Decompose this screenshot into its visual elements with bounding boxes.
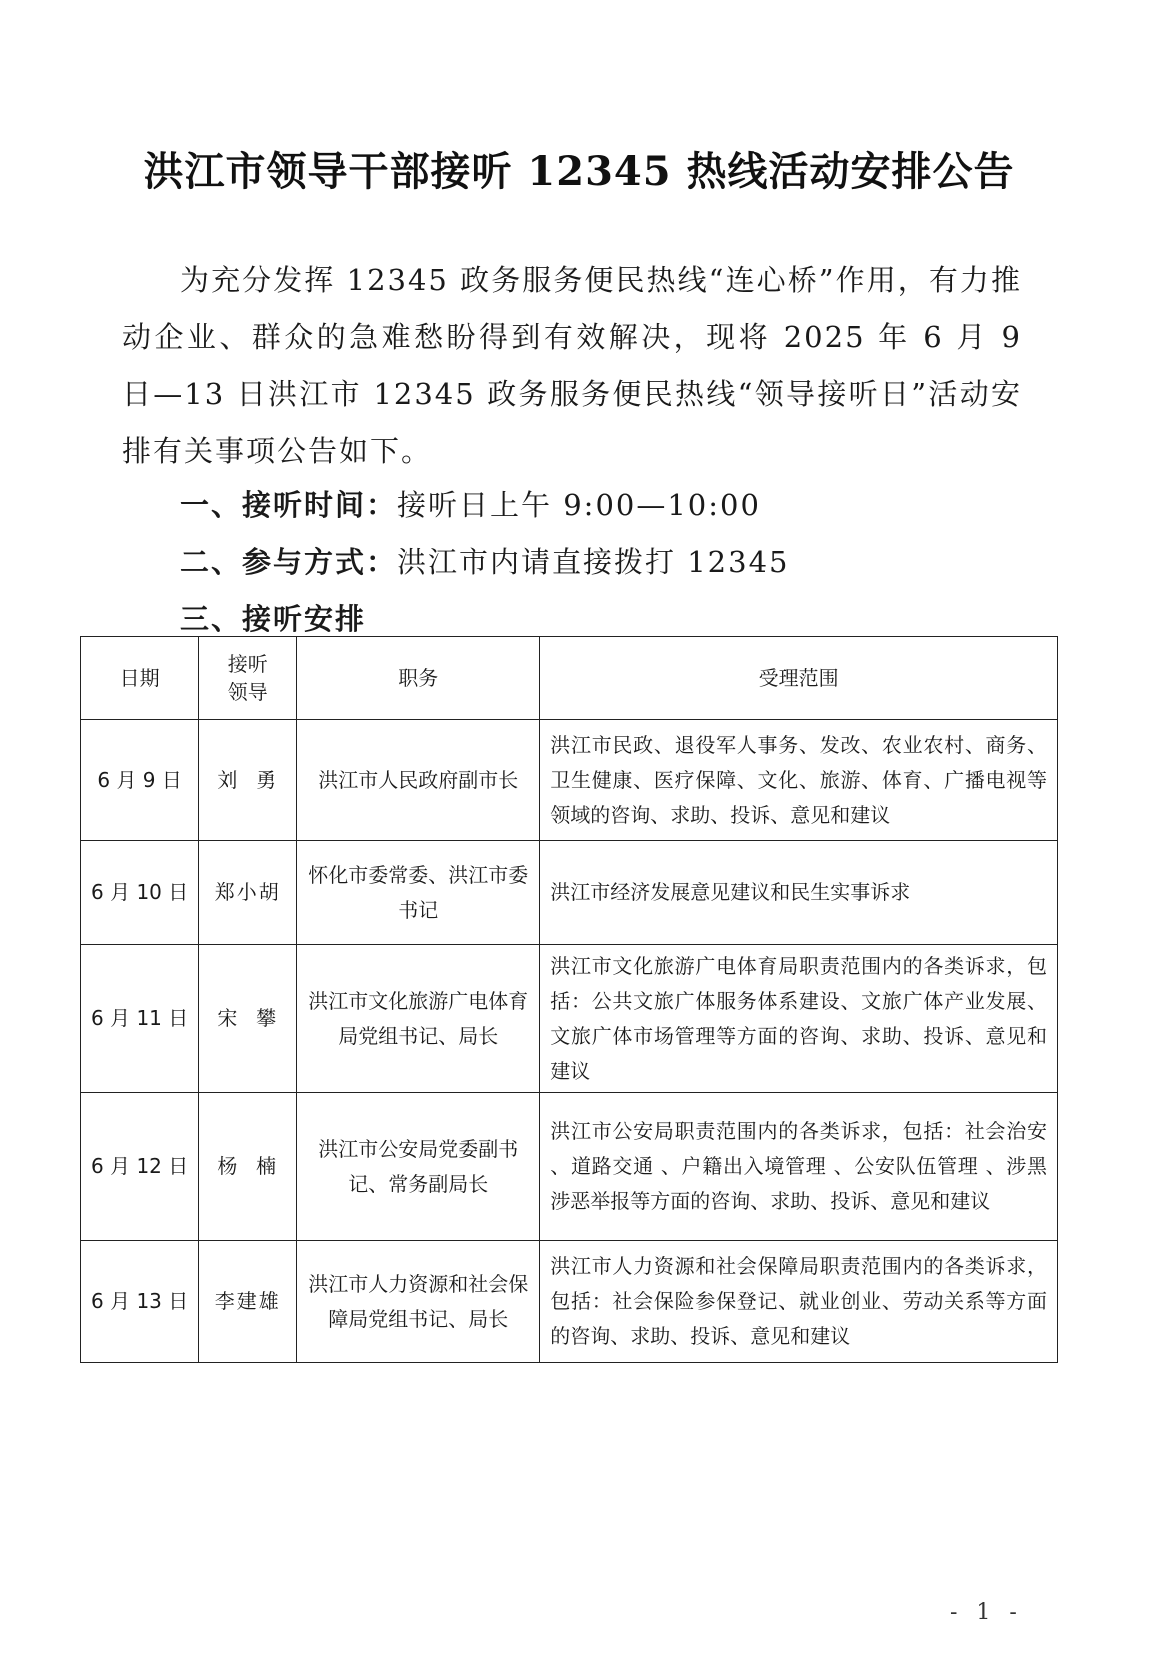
- cell-date: 6 月 13 日: [81, 1241, 199, 1363]
- schedule-table: [80, 636, 1058, 1363]
- document-title: 洪江市领导干部接听 12345 热线活动安排公告: [143, 148, 1015, 195]
- cell-scope: 洪江市民政、退役军人事务、发改、农业农村、商务、卫生健康、医疗保障、文化、旅游、体育、广播电视等领域的咨询、求助、投诉、意见和建议: [540, 720, 1058, 841]
- table-row: [81, 841, 1058, 945]
- section-schedule: [180, 597, 366, 638]
- section-time: [180, 483, 761, 524]
- cell-date: 6 月 10 日: [81, 841, 199, 945]
- cell-date: 6 月 11 日: [81, 945, 199, 1093]
- table-row: [81, 720, 1058, 841]
- page-number: - 1 -: [950, 1600, 1023, 1625]
- header-leader-line1: 接听: [227, 652, 268, 676]
- section-text: 洪江市内请直接拨打 12345: [397, 545, 790, 579]
- cell-date: 6 月 12 日: [81, 1093, 199, 1241]
- cell-position: 洪江市人民政府副市长: [297, 720, 540, 841]
- section-heading: 三、接听安排: [180, 602, 367, 636]
- cell-leader: 宋 攀: [199, 945, 297, 1093]
- table-row: [81, 945, 1058, 1093]
- intro-paragraph: 为充分发挥 12345 政务服务便民热线“连心桥”作用，有力推动企业、群众的急难愁盼得到有效解决，现将 2025 年 6 月 9 日—13 日洪江市 12345 政务服务便民热线“领导接听日”活动安排有关事项公告如下。: [122, 263, 1022, 468]
- table-header-row: [81, 637, 1058, 720]
- section-method: [180, 540, 790, 581]
- cell-position: 洪江市人力资源和社会保障局党组书记、局长: [297, 1241, 540, 1363]
- table-row: [81, 1093, 1058, 1241]
- cell-leader: 郑小胡: [199, 841, 297, 945]
- cell-leader: 李建雄: [199, 1241, 297, 1363]
- section-text: 接听日上午 9:00—10:00: [397, 488, 761, 522]
- header-position: 职务: [297, 637, 540, 720]
- cell-position: 怀化市委常委、洪江市委书记: [297, 841, 540, 945]
- cell-leader: 刘 勇: [199, 720, 297, 841]
- cell-leader: 杨 楠: [199, 1093, 297, 1241]
- cell-scope: 洪江市人力资源和社会保障局职责范围内的各类诉求，包括：社会保险参保登记、就业创业、劳动关系等方面的咨询、求助、投诉、意见和建议: [540, 1241, 1058, 1363]
- section-heading: 一、接听时间：: [180, 488, 398, 522]
- table-row: [81, 1241, 1058, 1363]
- cell-scope: 洪江市公安局职责范围内的各类诉求，包括：社会治安 、道路交通 、户籍出入境管理 、公安队伍管理 、涉黑涉恶举报等方面的咨询、求助、投诉、意见和建议: [540, 1093, 1058, 1241]
- section-heading: 二、参与方式：: [180, 545, 398, 579]
- cell-date: 6 月 9 日: [81, 720, 199, 841]
- cell-scope: 洪江市文化旅游广电体育局职责范围内的各类诉求，包括：公共文旅广体服务体系建设、文旅广体产业发展、文旅广体市场管理等方面的咨询、求助、投诉、意见和建议: [540, 945, 1058, 1093]
- header-scope: 受理范围: [540, 637, 1058, 720]
- cell-scope: 洪江市经济发展意见建议和民生实事诉求: [540, 841, 1058, 945]
- header-date: 日期: [81, 637, 199, 720]
- cell-position: 洪江市公安局党委副书记、常务副局长: [297, 1093, 540, 1241]
- header-leader: [199, 637, 297, 720]
- header-leader-line2: 领导: [227, 680, 268, 704]
- cell-position: 洪江市文化旅游广电体育局党组书记、局长: [297, 945, 540, 1093]
